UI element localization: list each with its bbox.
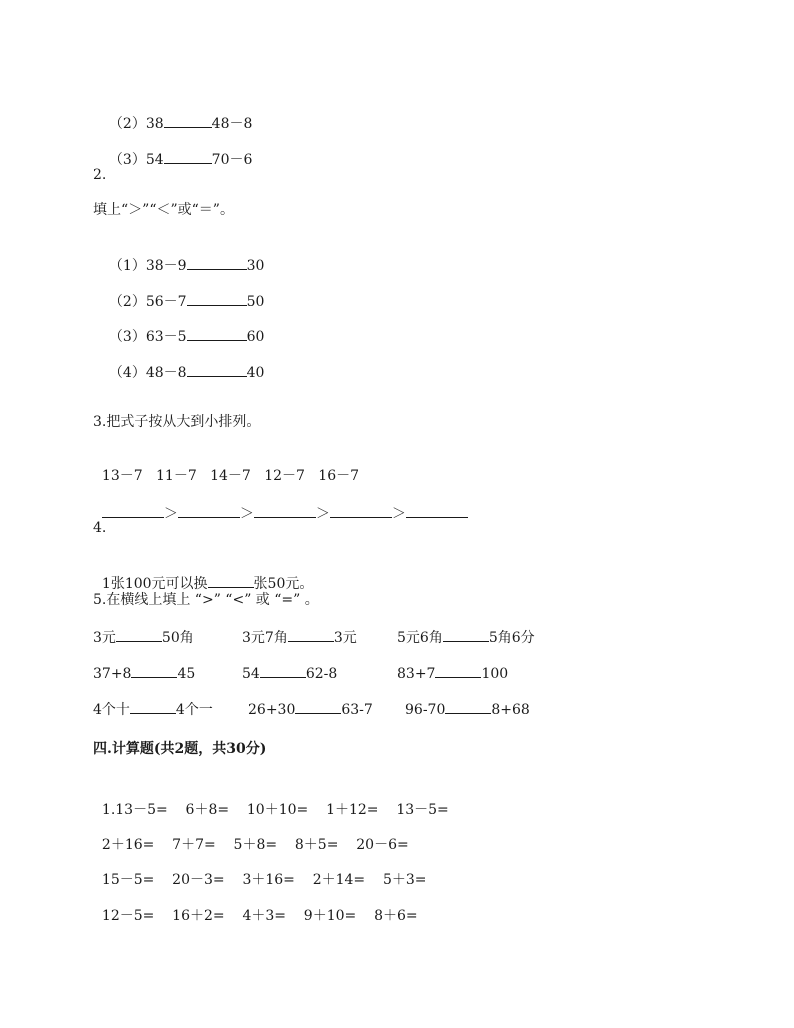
calc-item: 5＋3= [382,872,427,888]
q5-item [248,699,373,719]
item-right: 70－6 [211,152,253,168]
expression: 14－7 [210,468,251,484]
expression: 16－7 [318,468,360,484]
item-left: 3元 [93,630,116,646]
q5-item [93,699,213,719]
calc-item: 15－5= [101,872,155,888]
answer-blank[interactable] [435,663,481,678]
answer-blank[interactable] [208,573,254,588]
calc-item: 6＋8= [185,802,230,818]
q2-item-3 [100,308,264,346]
item-right: 60 [246,329,265,345]
calc-item: 16＋2= [172,908,225,924]
q2-number: 2. [93,167,107,183]
answer-blank[interactable] [187,362,247,377]
q1-item-2 [100,95,252,133]
q5-title: 5.在横线上填上 “>” “<” 或 “=” 。 [93,592,319,608]
answer-blank[interactable] [260,663,306,678]
item-right: 100 [481,666,509,682]
q4-after: 张50元。 [253,576,314,592]
item-right: 50角 [161,630,194,646]
answer-blank[interactable] [187,326,247,341]
calc-item: 9＋10= [303,908,357,924]
answer-blank[interactable] [254,503,316,518]
calc-item: 2＋14= [312,872,366,888]
calc-item: 1.13－5= [101,802,168,818]
calc-item: 4＋3= [242,908,286,924]
answer-blank[interactable] [116,627,162,642]
q2-item-2 [100,273,264,311]
item-right: 50 [246,294,265,310]
q2-item-1 [100,237,264,275]
answer-blank[interactable] [130,699,176,714]
answer-blank[interactable] [102,503,164,518]
item-label: （2） [108,294,146,310]
calc-item: 2＋16= [101,837,155,853]
item-left: 54 [145,152,164,168]
answer-blank[interactable] [178,503,240,518]
item-label: （2） [108,116,146,132]
calc-row [93,818,409,854]
item-right: 3元 [333,630,357,646]
expression: 11－7 [156,468,197,484]
q5-item [242,627,357,647]
item-label: （3） [108,329,146,345]
calc-item: 8＋6= [374,908,418,924]
greater-than-sign: ＞ [391,506,406,522]
answer-blank[interactable] [164,113,212,128]
item-left: 38－9 [145,258,187,274]
greater-than-sign: ＞ [163,506,178,522]
calc-item: 20－3= [172,872,225,888]
calc-row [93,783,449,819]
calc-item: 13－5= [396,802,449,818]
answer-blank[interactable] [187,291,247,306]
expression: 13－7 [101,468,143,484]
q3-title: 3.把式子按从大到小排列。 [93,414,261,430]
answer-blank[interactable] [288,627,334,642]
answer-blank[interactable] [164,149,212,164]
q5-item [397,663,508,683]
q1-item-3 [100,131,252,169]
item-left: 26+30 [248,702,296,718]
calc-item: 7＋7= [172,837,216,853]
item-left: 83+7 [397,666,436,682]
q3-expressions [93,449,359,485]
q4-question [93,555,313,593]
greater-than-sign: ＞ [315,506,330,522]
q5-item [93,663,195,683]
item-left: 54 [242,666,260,682]
q5-item [405,699,530,719]
answer-blank[interactable] [443,627,489,642]
q4-number: 4. [93,520,107,536]
section-heading: 四.计算题(共2题，共30分) [93,741,267,757]
item-left: 3元7角 [242,630,288,646]
item-right: 63-7 [341,702,373,718]
item-right: 40 [246,365,265,381]
q3-ordering-blanks [93,485,468,523]
item-label: （3） [108,152,146,168]
q5-item [93,627,194,647]
answer-blank[interactable] [295,699,341,714]
answer-blank[interactable] [131,663,177,678]
calc-item: 12－5= [101,908,155,924]
q2-item-4 [100,344,264,382]
calc-item: 1＋12= [326,802,379,818]
calc-item: 5＋8= [233,837,278,853]
item-right: 45 [177,666,196,682]
q4-before: 1张100元可以换 [101,576,208,592]
item-left: 38 [145,116,164,132]
item-left: 63－5 [145,329,187,345]
item-left: 96-70 [405,702,446,718]
answer-blank[interactable] [445,699,491,714]
calc-row [93,889,418,925]
item-left: 37+8 [93,666,132,682]
q2-instruction: 填上“＞”“＜”或“＝”。 [93,202,234,218]
item-label: （4） [108,365,146,381]
answer-blank[interactable] [330,503,392,518]
q5-item [397,627,535,647]
item-right: 30 [246,258,265,274]
calc-item: 20－6= [356,837,409,853]
item-right: 8+68 [491,702,530,718]
calc-row [93,853,427,889]
answer-blank[interactable] [187,255,247,270]
answer-blank[interactable] [406,503,468,518]
q5-item [242,663,337,683]
item-right: 5角6分 [488,630,535,646]
item-right: 48－8 [211,116,253,132]
calc-item: 3＋16= [242,872,295,888]
item-right: 4个一 [175,702,213,718]
item-left: 5元6角 [397,630,443,646]
item-right: 62-8 [305,666,338,682]
calc-item: 10＋10= [246,802,309,818]
expression: 12－7 [264,468,305,484]
item-left: 56－7 [145,294,187,310]
calc-item: 8＋5= [294,837,339,853]
item-left: 48－8 [145,365,187,381]
item-left: 4个十 [93,702,130,718]
greater-than-sign: ＞ [239,506,254,522]
item-label: （1） [108,258,146,274]
